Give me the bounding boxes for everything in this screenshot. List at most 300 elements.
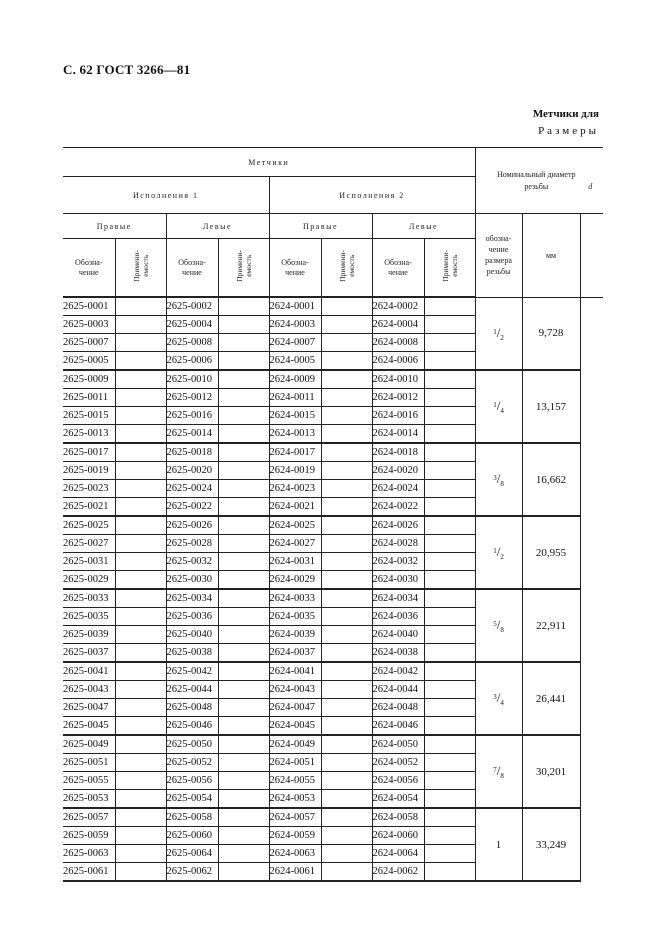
applicability-cell [218,608,269,626]
designation-cell: 2625-0035 [63,608,115,626]
designation-cell: 2625-0064 [166,845,218,863]
applicability-cell [424,717,475,736]
applicability-cell [424,662,475,681]
applicability-cell [218,589,269,608]
applicability-cell [218,370,269,389]
designation-cell: 2625-0031 [63,553,115,571]
fraction-slash: / [496,544,501,559]
designation-cell: 2625-0048 [166,699,218,717]
applicability-cell [424,334,475,352]
header-v2-left: Левые [372,214,475,239]
designation-cell: 2624-0048 [372,699,424,717]
designation-cell: 2625-0025 [63,516,115,535]
applicability-cell [424,589,475,608]
applicability-cell [218,352,269,371]
designation-cell: 2624-0050 [372,735,424,754]
applicability-cell [218,498,269,517]
applicability-cell [424,626,475,644]
applicability-cell [115,425,166,444]
designation-cell: 2625-0053 [63,790,115,809]
designation-cell: 2625-0008 [166,334,218,352]
applicability-cell [115,644,166,663]
spacer-cell [580,735,603,808]
designation-cell: 2624-0017 [269,443,321,462]
applicability-cell [218,699,269,717]
designation-cell: 2624-0056 [372,772,424,790]
applicability-cell [218,808,269,827]
fraction-slash: / [496,471,501,486]
header-designation: Обозна- чение [166,239,218,298]
designation-cell: 2624-0022 [372,498,424,517]
applicability-cell [218,662,269,681]
applicability-cell [424,735,475,754]
applicability-cell [321,297,372,316]
designation-cell: 2624-0029 [269,571,321,590]
table-row [63,370,603,389]
thread-size-numerator: 1 [493,327,497,336]
designation-cell: 2625-0037 [63,644,115,663]
applicability-cell [321,845,372,863]
applicability-cell [321,644,372,663]
designation-cell: 2624-0025 [269,516,321,535]
applicability-cell [321,790,372,809]
applicability-cell [424,443,475,462]
applicability-cell [424,772,475,790]
fraction-slash: / [496,398,501,413]
designation-cell: 2624-0019 [269,462,321,480]
header-applicability-cell [218,239,269,298]
designation-cell: 2625-0003 [63,316,115,334]
designation-cell: 2624-0004 [372,316,424,334]
thread-size-denominator: 4 [500,407,504,415]
diameter-mm-cell: 33,249 [522,808,580,881]
header-nominal-diameter [475,148,603,214]
designation-cell: 2624-0011 [269,389,321,407]
designation-cell: 2625-0038 [166,644,218,663]
spacer-cell [580,516,603,589]
applicability-cell [424,699,475,717]
applicability-cell [115,462,166,480]
applicability-cell [115,772,166,790]
designation-cell: 2624-0045 [269,717,321,736]
thread-size-fraction [493,544,504,561]
designation-cell: 2625-0021 [63,498,115,517]
applicability-cell [321,425,372,444]
applicability-cell [218,462,269,480]
designation-cell: 2625-0040 [166,626,218,644]
header-group-metchiki: Метчики [63,148,475,177]
designation-cell: 2624-0008 [372,334,424,352]
applicability-cell [115,370,166,389]
thread-size-cell [475,589,522,662]
designation-cell: 2624-0064 [372,845,424,863]
applicability-cell [424,407,475,425]
designation-cell: 2625-0042 [166,662,218,681]
applicability-cell [321,498,372,517]
designation-cell: 2625-0016 [166,407,218,425]
applicability-cell [218,480,269,498]
thread-size-cell [475,735,522,808]
applicability-cell [115,535,166,553]
designation-cell: 2624-0024 [372,480,424,498]
applicability-cell [115,626,166,644]
header-mm: мм [522,214,580,298]
applicability-cell [115,316,166,334]
designation-cell: 2625-0046 [166,717,218,736]
designation-cell: 2625-0030 [166,571,218,590]
applicability-cell [321,370,372,389]
applicability-cell [321,553,372,571]
applicability-cell [115,516,166,535]
applicability-cell [115,480,166,498]
applicability-cell [321,808,372,827]
applicability-cell [115,845,166,863]
designation-cell: 2624-0049 [269,735,321,754]
designation-cell: 2624-0018 [372,443,424,462]
applicability-cell [321,717,372,736]
metchiki-table-container [63,147,599,882]
diameter-mm-cell: 13,157 [522,370,580,443]
designation-cell: 2624-0060 [372,827,424,845]
spacer-cell [580,443,603,516]
applicability-cell [115,681,166,699]
applicability-cell [115,808,166,827]
applicability-cell [115,389,166,407]
designation-cell: 2624-0039 [269,626,321,644]
designation-cell: 2624-0063 [269,845,321,863]
designation-cell: 2625-0045 [63,717,115,736]
thread-size-numerator: 1 [493,547,497,555]
designation-cell: 2625-0028 [166,535,218,553]
designation-cell: 2625-0057 [63,808,115,827]
applicability-cell [115,790,166,809]
applicability-cell [424,644,475,663]
applicability-cell [218,754,269,772]
header-applicability: Примени- емость [337,250,356,282]
applicability-cell [321,662,372,681]
designation-cell: 2624-0062 [372,863,424,882]
designation-cell: 2625-0004 [166,316,218,334]
designation-cell: 2625-0036 [166,608,218,626]
designation-cell: 2625-0001 [63,297,115,316]
applicability-cell [218,681,269,699]
designation-cell: 2625-0049 [63,735,115,754]
designation-cell: 2624-0032 [372,553,424,571]
applicability-cell [424,681,475,699]
designation-cell: 2624-0023 [269,480,321,498]
designation-cell: 2624-0035 [269,608,321,626]
thread-size-cell [475,443,522,516]
designation-cell: 2624-0034 [372,589,424,608]
designation-cell: 2624-0051 [269,754,321,772]
designation-cell: 2624-0010 [372,370,424,389]
applicability-cell [321,608,372,626]
designation-cell: 2625-0060 [166,827,218,845]
thread-size-numerator: 3 [493,693,497,701]
applicability-cell [218,827,269,845]
diameter-mm-cell: 20,955 [522,516,580,589]
applicability-cell [424,498,475,517]
fraction-slash: / [496,324,501,340]
designation-cell: 2624-0044 [372,681,424,699]
page-header: С. 62 ГОСТ 3266—81 [63,62,191,77]
designation-cell: 2625-0063 [63,845,115,863]
designation-cell: 2624-0016 [372,407,424,425]
applicability-cell [321,480,372,498]
diameter-mm-cell: 9,728 [522,297,580,370]
applicability-cell [115,443,166,462]
designation-cell: 2624-0058 [372,808,424,827]
designation-cell: 2624-0061 [269,863,321,882]
applicability-cell [424,845,475,863]
designation-cell: 2625-0024 [166,480,218,498]
header-applicability-cell [424,239,475,298]
applicability-cell [321,699,372,717]
applicability-cell [115,352,166,371]
designation-cell: 2625-0029 [63,571,115,590]
designation-cell: 2625-0058 [166,808,218,827]
thread-size-denominator: 8 [500,772,504,780]
applicability-cell [115,662,166,681]
designation-cell: 2625-0041 [63,662,115,681]
designation-cell: 2624-0014 [372,425,424,444]
applicability-cell [321,316,372,334]
header-variant-2: Исполнения 2 [269,177,475,214]
section-subtitle: Размеры [538,125,599,137]
designation-cell: 2625-0052 [166,754,218,772]
designation-cell: 2624-0038 [372,644,424,663]
designation-cell: 2624-0055 [269,772,321,790]
applicability-cell [218,297,269,316]
table-row [63,516,603,535]
diameter-mm-cell: 22,911 [522,589,580,662]
designation-cell: 2624-0036 [372,608,424,626]
designation-cell: 2625-0007 [63,334,115,352]
applicability-cell [321,681,372,699]
diameter-mm-cell: 30,201 [522,735,580,808]
fraction-slash: / [496,617,501,632]
applicability-cell [321,735,372,754]
table-row [63,589,603,608]
designation-cell: 2625-0039 [63,626,115,644]
applicability-cell [218,735,269,754]
thread-size-fraction [493,690,504,707]
applicability-cell [424,352,475,371]
thread-size-cell [475,662,522,735]
header-applicability: Примени- емость [440,250,459,282]
header-v1-right: Правые [63,214,166,239]
designation-cell: 2625-0009 [63,370,115,389]
designation-cell: 2624-0028 [372,535,424,553]
applicability-cell [115,334,166,352]
spacer-cell [580,589,603,662]
applicability-cell [218,644,269,663]
header-thread-designation: обозна- чение размера резьбы [475,214,522,298]
thread-size-fraction [493,617,504,634]
header-applicability-cell [321,239,372,298]
designation-cell: 2625-0017 [63,443,115,462]
designation-cell: 2625-0044 [166,681,218,699]
applicability-cell [321,443,372,462]
applicability-cell [115,717,166,736]
thread-size-fraction [493,398,504,415]
designation-cell: 2624-0047 [269,699,321,717]
table-body [63,297,603,881]
applicability-cell [424,808,475,827]
applicability-cell [115,827,166,845]
thread-size-cell [475,516,522,589]
designation-cell: 2624-0057 [269,808,321,827]
designation-cell: 2624-0007 [269,334,321,352]
designation-cell: 2624-0052 [372,754,424,772]
designation-cell: 2624-0015 [269,407,321,425]
designation-cell: 2624-0005 [269,352,321,371]
applicability-cell [115,863,166,882]
applicability-cell [321,754,372,772]
designation-cell: 2625-0022 [166,498,218,517]
designation-cell: 2624-0026 [372,516,424,535]
designation-cell: 2625-0012 [166,389,218,407]
applicability-cell [218,626,269,644]
applicability-cell [218,845,269,863]
designation-cell: 2625-0056 [166,772,218,790]
applicability-cell [218,717,269,736]
applicability-cell [218,863,269,882]
header-nominal-symbol: d [588,181,593,191]
table-row [63,297,603,316]
diameter-mm-cell: 26,441 [522,662,580,735]
applicability-cell [115,699,166,717]
applicability-cell [424,790,475,809]
applicability-cell [218,443,269,462]
spacer-cell [580,662,603,735]
spacer-cell [580,808,603,881]
applicability-cell [321,334,372,352]
fraction-slash: / [496,690,501,705]
applicability-cell [321,516,372,535]
applicability-cell [115,608,166,626]
applicability-cell [424,863,475,882]
designation-cell: 2625-0061 [63,863,115,882]
designation-cell: 2624-0053 [269,790,321,809]
spacer-cell [580,297,603,370]
thread-size-denominator: 4 [500,699,504,707]
thread-size-fraction [493,471,504,488]
thread-size-cell [475,808,522,881]
designation-cell: 2625-0055 [63,772,115,790]
thread-size-numerator: 1 [493,401,497,409]
table-row [63,443,603,462]
applicability-cell [321,535,372,553]
designation-cell: 2625-0054 [166,790,218,809]
applicability-cell [115,571,166,590]
table-row [63,808,603,827]
designation-cell: 2625-0005 [63,352,115,371]
table-row [63,662,603,681]
applicability-cell [424,462,475,480]
applicability-cell [424,425,475,444]
applicability-cell [321,389,372,407]
designation-cell: 2625-0032 [166,553,218,571]
designation-cell: 2625-0013 [63,425,115,444]
designation-cell: 2625-0034 [166,589,218,608]
designation-cell: 2625-0026 [166,516,218,535]
designation-cell: 2624-0043 [269,681,321,699]
header-designation: Обозна- чение [269,239,321,298]
applicability-cell [424,608,475,626]
designation-cell: 2625-0043 [63,681,115,699]
section-title: Метчики для [532,108,599,120]
applicability-cell [321,772,372,790]
designation-cell: 2624-0059 [269,827,321,845]
thread-size-numerator: 5 [493,620,497,628]
applicability-cell [424,297,475,316]
applicability-cell [115,553,166,571]
spacer-cell [580,370,603,443]
thread-size-fraction [493,763,504,780]
applicability-cell [115,297,166,316]
applicability-cell [218,407,269,425]
designation-cell: 2624-0012 [372,389,424,407]
applicability-cell [321,352,372,371]
metchiki-table [63,147,603,882]
designation-cell: 2624-0003 [269,316,321,334]
designation-cell: 2624-0009 [269,370,321,389]
designation-cell: 2625-0014 [166,425,218,444]
designation-cell: 2624-0037 [269,644,321,663]
fraction-slash: / [496,763,501,778]
header-nominal-label: Номинальный диаметр резьбы [497,169,576,191]
thread-size-numerator: 7 [493,766,497,774]
header-designation: Обозна- чение [63,239,115,298]
applicability-cell [424,316,475,334]
applicability-cell [424,389,475,407]
applicability-cell [321,863,372,882]
applicability-cell [321,827,372,845]
header-variant-1: Исполнения 1 [63,177,269,214]
designation-cell: 2625-0011 [63,389,115,407]
designation-cell: 2624-0006 [372,352,424,371]
designation-cell: 2625-0020 [166,462,218,480]
header-applicability: Примени- емость [234,250,253,282]
designation-cell: 2625-0018 [166,443,218,462]
designation-cell: 2625-0006 [166,352,218,371]
table-row [63,735,603,754]
designation-cell: 2624-0054 [372,790,424,809]
applicability-cell [218,790,269,809]
applicability-cell [321,571,372,590]
designation-cell: 2624-0021 [269,498,321,517]
designation-cell: 2625-0050 [166,735,218,754]
designation-cell: 2625-0002 [166,297,218,316]
designation-cell: 2624-0027 [269,535,321,553]
designation-cell: 2625-0033 [63,589,115,608]
designation-cell: 2625-0062 [166,863,218,882]
applicability-cell [424,827,475,845]
designation-cell: 2624-0042 [372,662,424,681]
applicability-cell [218,334,269,352]
header-designation: Обозна- чение [372,239,424,298]
applicability-cell [115,754,166,772]
designation-cell: 2625-0010 [166,370,218,389]
applicability-cell [424,370,475,389]
applicability-cell [115,498,166,517]
designation-cell: 2625-0023 [63,480,115,498]
applicability-cell [321,626,372,644]
designation-cell: 2624-0002 [372,297,424,316]
applicability-cell [115,589,166,608]
designation-cell: 2625-0027 [63,535,115,553]
